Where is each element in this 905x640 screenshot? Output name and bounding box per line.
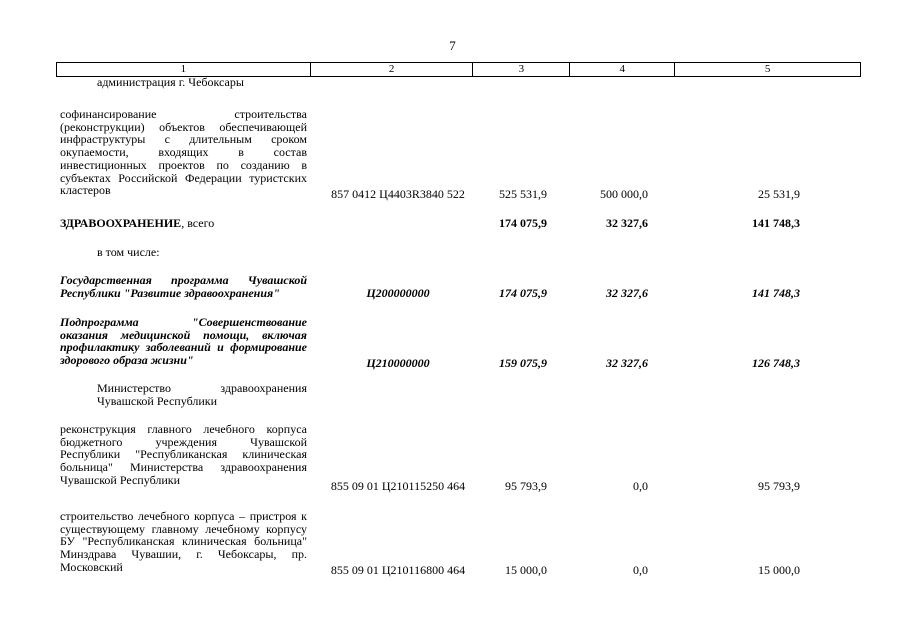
row-health-total-col3: 174 075,9 <box>499 216 547 230</box>
row-reconstruction-code: 855 09 01 Ц210115250 464 <box>330 479 466 493</box>
row-gov-program-col5: 141 748,3 <box>752 286 800 300</box>
row-subprogram-desc: Подпрограмма "Совершенствование оказания медицинской помощи, включая профилактику заболеваний и формирование здорового образа жизни" <box>60 315 307 368</box>
health-total-title: ЗДРАВООХРАНЕНИЕ <box>60 216 182 230</box>
row-reconstruction-col4: 0,0 <box>633 479 648 493</box>
row-health-total-desc <box>60 217 307 230</box>
row-subprogram-col5: 126 748,3 <box>752 356 800 370</box>
row-including: в том числе: <box>97 245 160 259</box>
header-col-3: 3 <box>473 63 570 76</box>
row-cofinancing-col5: 25 531,9 <box>758 187 800 201</box>
row-construction-code: 855 09 01 Ц210116800 464 <box>330 563 466 577</box>
row-construction-col3: 15 000,0 <box>505 563 547 577</box>
row-health-total-col5: 141 748,3 <box>752 216 800 230</box>
page-number: 7 <box>449 38 456 53</box>
row-cofinancing-col3: 525 531,9 <box>499 187 547 201</box>
row-cofinancing-code: 857 0412 Ц4403R3840 522 <box>331 187 465 201</box>
row-construction-desc: строительство лечебного корпуса – пристроя к существующему главному лечебному корпусу БУ "Республиканская клиническая больница" Минздрава Чувашии, г. Чебоксары, пр. Московский <box>60 509 307 574</box>
row-gov-program-code: Ц200000000 <box>366 286 430 300</box>
row-admin-cheboksary: администрация г. Чебоксары <box>97 75 244 89</box>
row-gov-program-desc: Государственная программа Чувашской Республики "Развитие здравоохранения" <box>60 273 307 300</box>
row-gov-program-col4: 32 327,6 <box>606 286 648 300</box>
row-cofinancing-col4: 500 000,0 <box>600 187 648 201</box>
row-construction-col4: 0,0 <box>633 563 648 577</box>
row-health-total-col4: 32 327,6 <box>606 216 648 230</box>
row-subprogram-col3: 159 075,9 <box>499 356 547 370</box>
health-total-suffix: , всего <box>181 216 215 230</box>
row-reconstruction-col5: 95 793,9 <box>758 479 800 493</box>
row-subprogram-col4: 32 327,6 <box>606 356 648 370</box>
row-reconstruction-desc: реконструкция главного лечебного корпуса бюджетного учреждения Чувашской Республики "Республиканская клиническая больница" Министерства здравоохранения Чувашской Республики <box>60 422 307 487</box>
header-col-2: 2 <box>311 63 474 76</box>
row-cofinancing-desc: софинансирование строительства (реконструкции) объектов обеспечивающей инфраструктуры с длительным сроком окупаемости, входящих в состав инвестиционных проектов по созданию в субъектах Российской Федерации туристских кластеров <box>60 107 307 198</box>
row-subprogram-code: Ц210000000 <box>366 356 430 370</box>
row-gov-program-col3: 174 075,9 <box>499 286 547 300</box>
header-col-4: 4 <box>570 63 675 76</box>
row-construction-col5: 15 000,0 <box>758 563 800 577</box>
row-ministry: Министерство здравоохранения Чувашской Республики <box>97 381 307 408</box>
header-col-5: 5 <box>764 63 771 75</box>
row-reconstruction-col3: 95 793,9 <box>505 479 547 493</box>
header-col-1: 1 <box>57 63 311 76</box>
